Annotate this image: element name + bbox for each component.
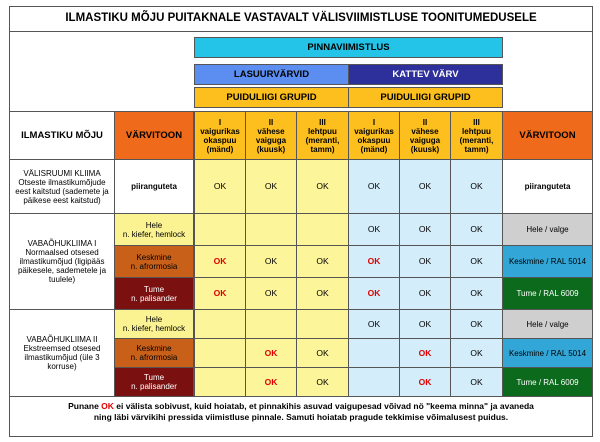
tone-unlimited-right: piiranguteta: [502, 159, 593, 214]
tone-medium-1: Keskmine n. afrormosia: [114, 245, 194, 278]
cell-open2-light-g1-opaque: OK: [348, 309, 400, 339]
cell-open1-light-g3-opaque: OK: [450, 213, 503, 246]
cell-open2-light-g3-glaze: [296, 309, 349, 339]
cell-open2-dark-g2-glaze: OK: [245, 367, 297, 397]
tone-dark-right-2: Tume / RAL 6009: [502, 367, 593, 397]
tone-medium-right-2: Keskmine / RAL 5014: [502, 338, 593, 368]
cell-open2-light-g2-opaque: OK: [399, 309, 451, 339]
tone-column-header-left: VÄRVITOON: [114, 111, 194, 160]
climate-open-air-2: VABAÕHUKLIIMA II Ekstreemsed otsesed ilmastikumõjud (üle 3 korruse): [9, 309, 115, 397]
cell-open2-dark-g3-opaque: OK: [450, 367, 503, 397]
cell-open1-light-g2-glaze: [245, 213, 297, 246]
group-header-2-opaque: II vähese vaiguga (kuusk): [399, 111, 451, 160]
cell-open1-medium-g1-opaque: OK: [348, 245, 400, 278]
cell-open1-light-g2-opaque: OK: [399, 213, 451, 246]
cell-open2-medium-g3-opaque: OK: [450, 338, 503, 368]
cell-open2-medium-g2-glaze: OK: [245, 338, 297, 368]
footnote-line-1: Punane OK ei välista sobivust, kuid hoiatab, et pinnakihis asuvad vaigupesad võivad nö "keema minna" ja avaneda: [68, 401, 534, 411]
cell-open1-medium-g2-glaze: OK: [245, 245, 297, 278]
cell-open2-dark-g1-opaque: [348, 367, 400, 397]
group-header-3-glaze: III lehtpuu (meranti, tamm): [296, 111, 349, 160]
cell-open1-dark-g3-glaze: OK: [296, 277, 349, 310]
cell-open1-medium-g3-opaque: OK: [450, 245, 503, 278]
tone-dark-right-1: Tume / RAL 6009: [502, 277, 593, 310]
cell-open2-light-g3-opaque: OK: [450, 309, 503, 339]
cell-open1-dark-g2-glaze: OK: [245, 277, 297, 310]
cell-outdoor-g2-opaque: OK: [399, 159, 451, 214]
group-header-1-glaze: I vaigurikas okaspuu (mänd): [194, 111, 246, 160]
cell-outdoor-g2-glaze: OK: [245, 159, 297, 214]
cell-open1-dark-g1-opaque: OK: [348, 277, 400, 310]
tone-light-1: Hele n. kiefer, hemlock: [114, 213, 194, 246]
wood-groups-glaze: PUIDULIIGI GRUPID: [194, 87, 349, 108]
cell-outdoor-g1-glaze: OK: [194, 159, 246, 214]
cell-open2-medium-g1-glaze: [194, 338, 246, 368]
group-header-3-opaque: III lehtpuu (meranti, tamm): [450, 111, 503, 160]
cell-open2-medium-g2-opaque: OK: [399, 338, 451, 368]
cell-open1-light-g1-glaze: [194, 213, 246, 246]
cell-open1-light-g3-glaze: [296, 213, 349, 246]
title-divider: [9, 31, 593, 32]
cell-open2-medium-g3-glaze: OK: [296, 338, 349, 368]
footnote: [9, 401, 593, 423]
tone-unlimited-left: piiranguteta: [114, 159, 194, 214]
climate-column-header: ILMASTIKU MÕJU: [9, 111, 115, 160]
glaze-header: LASUURVÄRVID: [194, 64, 349, 85]
tone-column-header-right: VÄRVITOON: [502, 111, 593, 160]
cell-open2-light-g1-glaze: [194, 309, 246, 339]
tone-dark-2: Tume n. palisander: [114, 367, 194, 397]
cell-open1-medium-g2-opaque: OK: [399, 245, 451, 278]
tone-dark-1: Tume n. palisander: [114, 277, 194, 310]
cell-open1-medium-g1-glaze: OK: [194, 245, 246, 278]
cell-open2-light-g2-glaze: [245, 309, 297, 339]
tone-medium-right-1: Keskmine / RAL 5014: [502, 245, 593, 278]
tone-medium-2: Keskmine n. afrormosia: [114, 338, 194, 368]
cell-open2-dark-g1-glaze: [194, 367, 246, 397]
page-title: ILMASTIKU MÕJU PUITAKNALE VASTAVALT VÄLISVIIMISTLUSE TOONITUMEDUSELE: [65, 12, 537, 24]
cell-open1-dark-g3-opaque: OK: [450, 277, 503, 310]
tone-light-2: Hele n. kiefer, hemlock: [114, 309, 194, 339]
group-header-2-glaze: II vähese vaiguga (kuusk): [245, 111, 297, 160]
cell-outdoor-g3-glaze: OK: [296, 159, 349, 214]
group-header-1-opaque: I vaigurikas okaspuu (mänd): [348, 111, 400, 160]
wood-groups-opaque: PUIDULIIGI GRUPID: [348, 87, 503, 108]
cell-open2-medium-g1-opaque: [348, 338, 400, 368]
tone-light-right-2: Hele / valge: [502, 309, 593, 339]
cell-open2-dark-g2-opaque: OK: [399, 367, 451, 397]
cell-open1-medium-g3-glaze: OK: [296, 245, 349, 278]
cell-open1-light-g1-opaque: OK: [348, 213, 400, 246]
tone-light-right-1: Hele / valge: [502, 213, 593, 246]
cell-outdoor-g3-opaque: OK: [450, 159, 503, 214]
opaque-header: KATTEV VÄRV: [348, 64, 503, 85]
footnote-line-2: ning läbi värvikihi pressida viimistluse pinnale. Samuti hoiatab pragude tekkimise võimalusest puidus.: [93, 412, 509, 422]
cell-open1-dark-g2-opaque: OK: [399, 277, 451, 310]
cell-open1-dark-g1-glaze: OK: [194, 277, 246, 310]
finish-header: PINNAVIIMISTLUS: [194, 37, 503, 58]
cell-open2-dark-g3-glaze: OK: [296, 367, 349, 397]
climate-outdoor: VÄLISRUUMI KLIIMA Otseste ilmastikumõjude eest kaitstud (sademete ja päikese eest kaitstud): [9, 159, 115, 214]
climate-open-air-1: VABAÕHUKLIIMA I Normaalsed otsesed ilmastikumõjud (ligipääs päikesele, sademetele ja tuulele): [9, 213, 115, 310]
cell-outdoor-g1-opaque: OK: [348, 159, 400, 214]
